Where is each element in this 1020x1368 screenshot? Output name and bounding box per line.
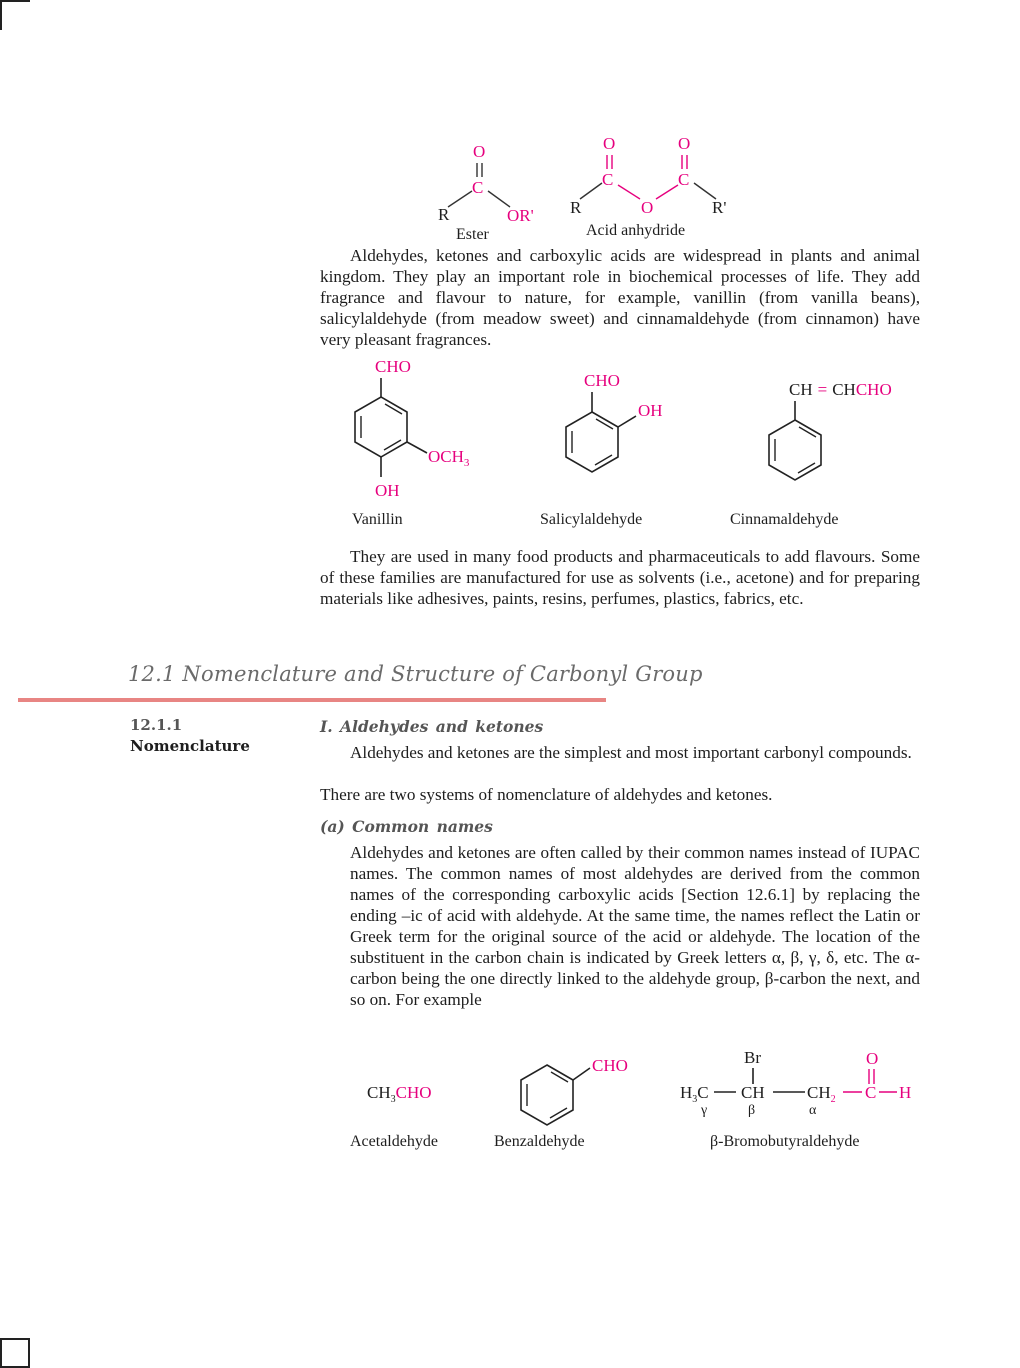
ester-o-atom: O [473, 142, 486, 161]
paragraph-simplest: Aldehydes and ketones are the simplest and most important carbonyl compounds. [350, 743, 912, 762]
common-names-examples-figure [340, 1040, 920, 1160]
ester-r-group: R [438, 205, 450, 224]
svg-text:CH2: $CH_2$ [807, 1083, 836, 1105]
svg-text:CH=CHCHO: CH = CHCHO [789, 380, 892, 399]
vanillin-structure [352, 357, 470, 528]
paragraph-common-names: Aldehydes and ketones are often called by their common names instead of IUPAC names. The common names of most aldehydes are derived from the common names of the corresponding carboxylic acids [Section 12.6.1] by replacing the ending –ic of acid with aldehyde. At the same time, the names reflect the Latin or Greek term for the original source of the acid or aldehyde. The location of the substituent in the carbon chain is indicated by Greek letters α, β, γ, δ, etc. The α-carbon being the one directly linked to the aldehyde group, β-carbon the next, and so on. For example [350, 843, 920, 1009]
subheading-aldehydes-ketones: I. Aldehydes and ketones [320, 717, 544, 736]
svg-text:C: C [865, 1083, 877, 1102]
anhydride-c2-atom: C [678, 170, 690, 189]
paragraph-uses: They are used in many food products and pharmaceuticals to add flavours. Some of these families are manufactured for use as solvents (i.e., acetone) and for preparing materials like adhesives, paints, resins, perfumes, plastics, fabrics, etc. [320, 547, 920, 608]
anhydride-r-group: R [570, 198, 582, 217]
svg-text:β: β [748, 1103, 756, 1118]
svg-text:H: H [899, 1083, 912, 1102]
benzaldehyde-caption: Benzaldehyde [494, 1133, 585, 1150]
svg-text:CHO: CHO [592, 1056, 628, 1075]
ester-caption: Ester [456, 226, 489, 243]
subheading-common-names: (a) Common names [320, 817, 493, 836]
benzaldehyde-structure [494, 1056, 628, 1150]
acetaldehyde-structure [350, 1083, 438, 1150]
svg-text:CHO: CHO [584, 371, 620, 390]
svg-text:OH: OH [638, 401, 663, 420]
svg-text:CHO: CHO [375, 357, 411, 376]
aromatic-aldehydes-figure [330, 350, 920, 535]
svg-text:H3C: $H_3C$ [680, 1083, 709, 1105]
crop-mark-top-left [0, 0, 30, 30]
crop-mark-bottom-left [0, 1338, 30, 1368]
section-heading: 12.1 Nomenclature and Structure of Carbonyl Group [128, 662, 703, 686]
svg-text:γ: γ [701, 1103, 708, 1118]
anhydride-o1-atom: O [603, 134, 616, 153]
vanillin-caption: Vanillin [352, 511, 403, 528]
svg-text:OCH3: $OCH_3$ [428, 447, 470, 469]
ester-anhydride-figure [420, 125, 760, 245]
salicylaldehyde-structure [540, 371, 663, 528]
anhydride-bridge-o-atom: O [641, 198, 654, 217]
cinnamaldehyde-caption: Cinnamaldehyde [730, 511, 839, 528]
svg-text:α: α [809, 1103, 817, 1118]
salicylaldehyde-caption: Salicylaldehyde [540, 511, 643, 528]
svg-text:CH: CH [741, 1083, 765, 1102]
paragraph-intro: Aldehydes, ketones and carboxylic acids are widespread in plants and animal kingdom. They play an important role in biochemical processes of life. They add fragrance and flavour to nature, for example, vanillin (from vanilla beans), salicylaldehyde (from meadow sweet) and cinnamaldehyde (from cinnamon) have very pleasant fragrances. [320, 246, 920, 349]
svg-text:CH3CHO: $CH_3CHO$ [367, 1083, 432, 1105]
svg-text:OH: OH [375, 481, 400, 500]
ester-c-atom: C [472, 178, 484, 197]
anhydride-caption: Acid anhydride [586, 222, 686, 239]
ester-or-group: OR' [507, 206, 534, 225]
bromobutyraldehyde-caption: β-Bromobutyraldehyde [710, 1133, 860, 1150]
cinnamaldehyde-structure [730, 380, 892, 528]
acetaldehyde-caption: Acetaldehyde [350, 1133, 438, 1150]
svg-text:Br: Br [744, 1048, 761, 1067]
svg-text:O: O [866, 1049, 879, 1068]
side-section-title: Nomenclature [130, 737, 250, 755]
section-divider [18, 698, 606, 702]
paragraph-two-systems: There are two systems of nomenclature of aldehydes and ketones. [320, 785, 773, 804]
side-section-number: 12.1.1 [130, 716, 183, 734]
bromobutyraldehyde-structure [680, 1048, 911, 1150]
anhydride-c1-atom: C [602, 170, 614, 189]
anhydride-r2-group: R' [712, 198, 727, 217]
anhydride-o2-atom: O [678, 134, 691, 153]
